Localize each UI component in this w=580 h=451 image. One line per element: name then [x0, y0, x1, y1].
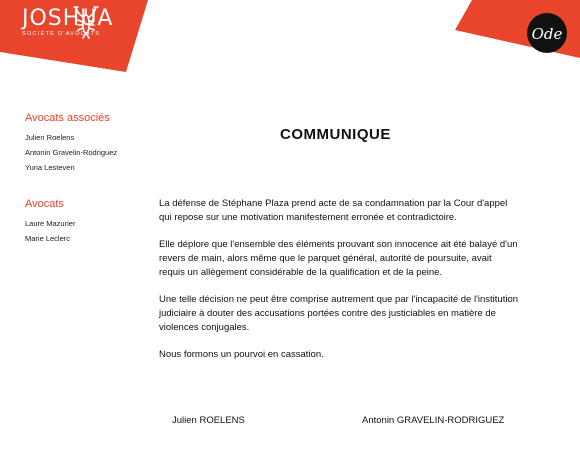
person-name: Yuna Lesteven: [25, 163, 75, 172]
paragraph: Nous formons un pourvoi en cassation.: [159, 349, 324, 360]
document-title: COMMUNIQUE: [280, 126, 391, 143]
ode-badge-text: Ode: [531, 25, 563, 43]
paragraph: Elle déplore que l'ensemble des éléments prouvant son innocence ait été balayé d'un revers de main, alors même que le parquet général, autorité de poursuite, avait requis un allègement considérable de la qualification et de la peine.: [159, 239, 518, 278]
person-name: Julien Roelens: [25, 133, 75, 142]
signature-name: Antonin GRAVELIN-RODRIGUEZ: [362, 415, 505, 426]
person-name: Laure Mazurier: [25, 219, 76, 228]
document-body: [159, 197, 519, 375]
sidebar-lawyers: [25, 112, 165, 249]
paragraph: Une telle décision ne peut être comprise autrement que par l'incapacité de l'institution judiciaire à douter des accusations portées contre des justiciables en matière de violences conjugales.: [159, 294, 519, 333]
logo-tagline: SOCIÉTÉ D'AVOCATS: [22, 31, 101, 37]
paragraph: La défense de Stéphane Plaza prend acte de sa condamnation par la Cour d'appel qui repose sur une motivation manifestement erronée et contradictoire.: [159, 198, 508, 223]
section-lawyers: [25, 198, 165, 243]
signature-name: Julien ROELENS: [172, 415, 245, 426]
person-name: Marie Leclerc: [25, 234, 71, 243]
section-title: Avocats: [25, 198, 64, 210]
ode-badge: [526, 12, 568, 54]
lobster-icon: [66, 4, 106, 40]
section-title: Avocats associés: [25, 112, 110, 124]
person-name: Antonin Gravelin-Rodriguez: [25, 148, 118, 157]
logo-wordmark: JOSHUA: [22, 6, 114, 31]
section-associates: [25, 112, 165, 172]
